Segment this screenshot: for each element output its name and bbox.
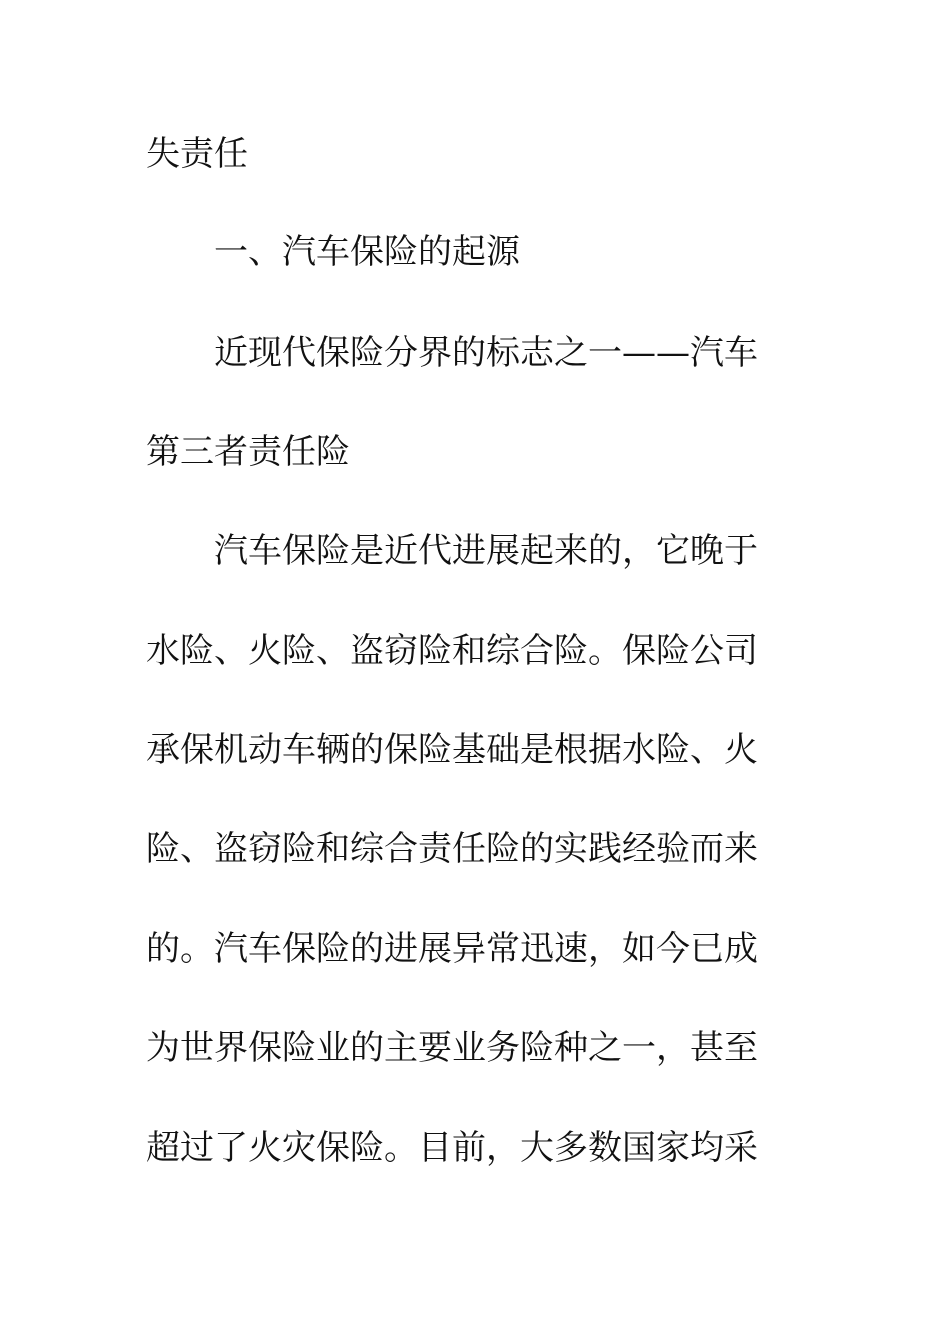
paragraph-line: 汽车保险是近代进展起来的，它晚于 <box>214 531 758 571</box>
paragraph-line: 承保机动车辆的保险基础是根据水险、火 <box>146 730 758 770</box>
paragraph-line: 超过了火灾保险。目前，大多数国家均采 <box>146 1128 758 1168</box>
paragraph-line: 的。汽车保险的进展异常迅速，如今已成 <box>146 929 758 969</box>
paragraph-line: 水险、火险、盗窃险和综合险。保险公司 <box>146 631 758 671</box>
subheading-line-2: 第三者责任险 <box>146 432 350 472</box>
paragraph-line: 为世界保险业的主要业务险种之一，甚至 <box>146 1028 758 1068</box>
paragraph-line: 险、盗窃险和综合责任险的实践经验而来 <box>146 829 758 869</box>
subheading-line-1: 近现代保险分界的标志之一——汽车 <box>214 333 758 373</box>
text-line-continuation: 失责任 <box>146 134 248 174</box>
section-heading: 一、汽车保险的起源 <box>214 232 520 272</box>
